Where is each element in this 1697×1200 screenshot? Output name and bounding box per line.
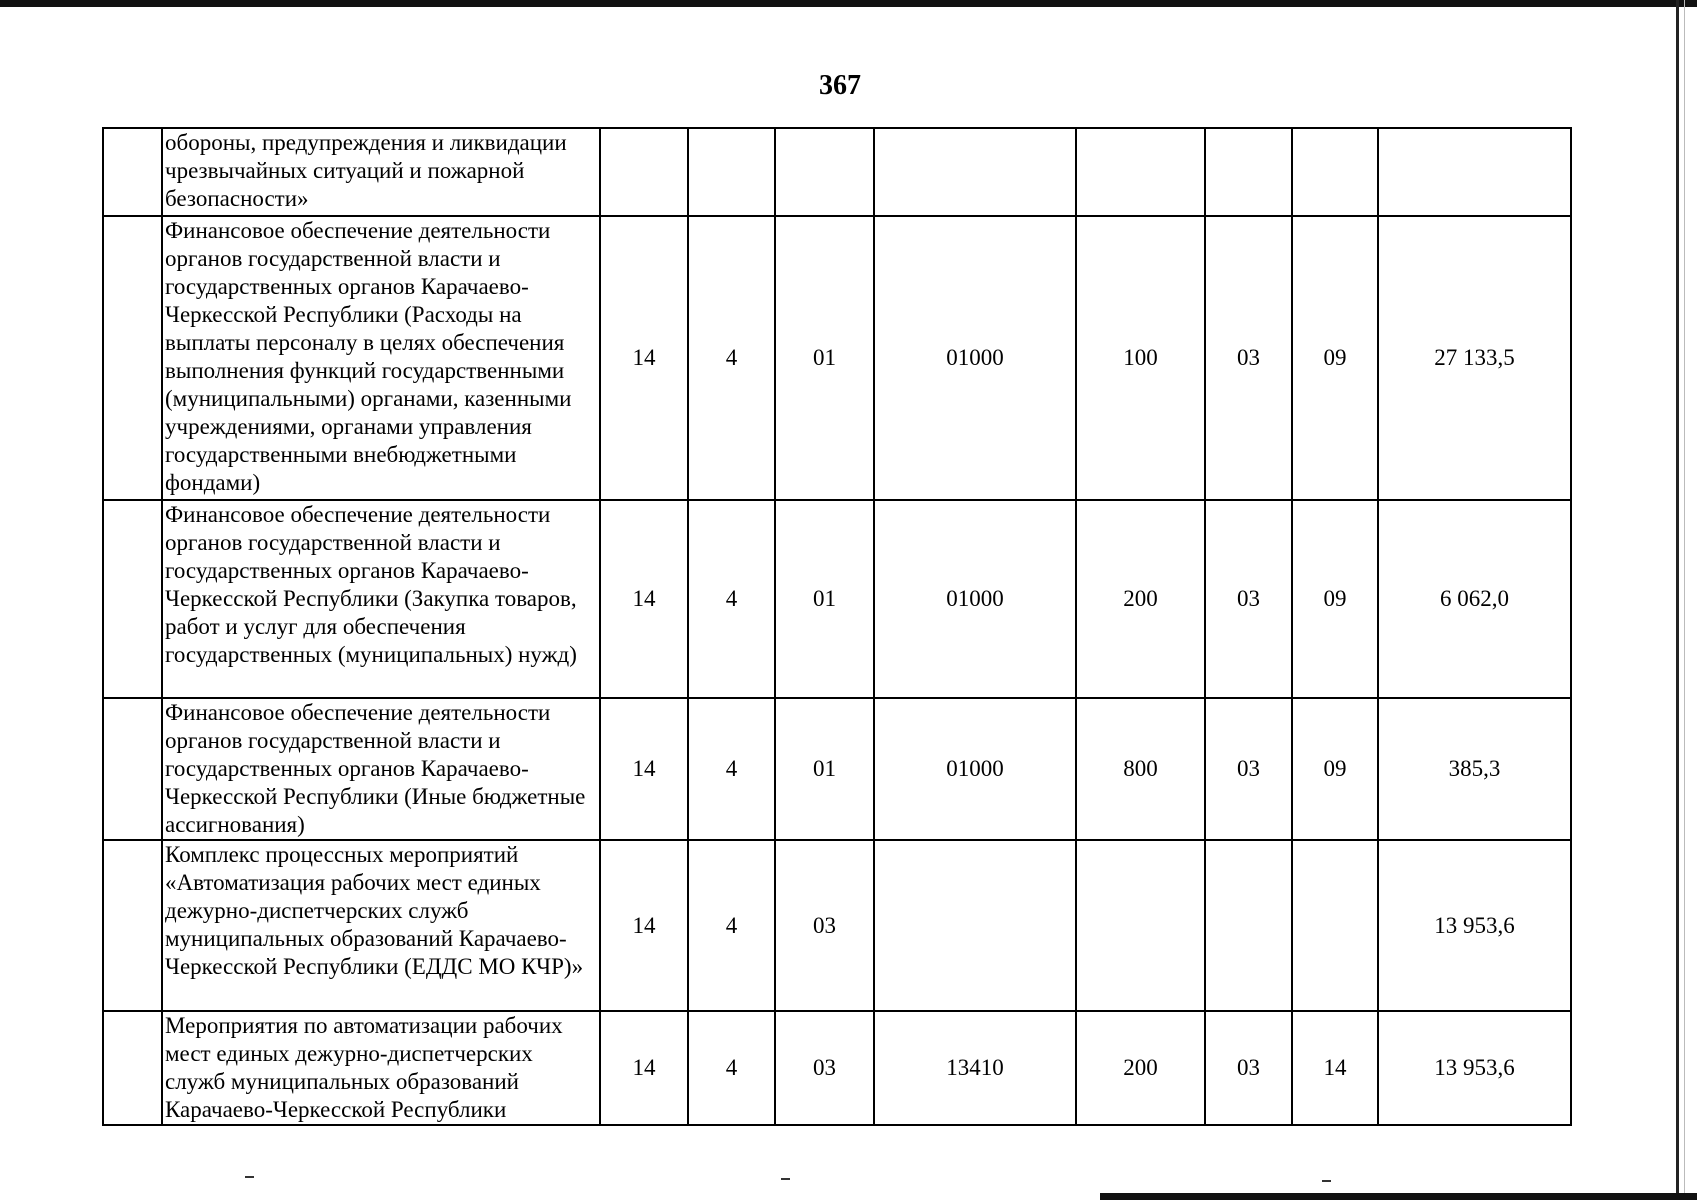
table-row (103, 840, 1571, 1011)
index-cell (103, 698, 162, 840)
code-cell-4: 01000 (874, 500, 1076, 698)
description-cell: Финансовое обеспечение деятельности органов государственной власти и государственных органов Карачаево-Черкесской Республики (Иные бюджетные ассигнования) (162, 698, 600, 840)
code-cell-4 (874, 128, 1076, 216)
scan-top-edge (0, 0, 1697, 7)
code-cell-1: 14 (600, 840, 688, 1011)
code-cell-1: 14 (600, 500, 688, 698)
code-cell-7: 14 (1292, 1011, 1378, 1125)
page-number: 367 (819, 70, 861, 101)
code-cell-1: 14 (600, 698, 688, 840)
table-row (103, 128, 1571, 216)
code-cell-1: 14 (600, 1011, 688, 1125)
code-cell-7 (1292, 128, 1378, 216)
code-cell-3: 03 (775, 840, 874, 1011)
table-row (103, 500, 1571, 698)
code-cell-1: 14 (600, 216, 688, 500)
code-cell-6: 03 (1205, 500, 1292, 698)
table-row (103, 216, 1571, 500)
scan-bottom-edge (1100, 1193, 1697, 1200)
budget-table (102, 127, 1572, 1126)
code-cell-2: 4 (688, 216, 775, 500)
amount-cell (1378, 128, 1571, 216)
code-cell-4: 01000 (874, 216, 1076, 500)
code-cell-5: 200 (1076, 1011, 1205, 1125)
index-cell (103, 1011, 162, 1125)
code-cell-3: 01 (775, 698, 874, 840)
code-cell-5: 200 (1076, 500, 1205, 698)
description-cell: Финансовое обеспечение деятельности органов государственной власти и государственных органов Карачаево-Черкесской Республики (Расходы на выплаты персоналу в целях обеспечения выполнения функций государственными (муниципальными) органами, казенными учреждениями, органами управления государственными внебюджетными фондами) (162, 216, 600, 500)
amount-cell: 385,3 (1378, 698, 1571, 840)
description-cell: Мероприятия по автоматизации рабочих мест единых дежурно-диспетчерских служб муниципальных образований Карачаево-Черкесской Республики (162, 1011, 600, 1125)
description-cell: Финансовое обеспечение деятельности органов государственной власти и государственных органов Карачаево-Черкесской Республики (Закупка товаров, работ и услуг для обеспечения государственных (муниципальных) нужд) (162, 500, 600, 698)
amount-cell: 6 062,0 (1378, 500, 1571, 698)
code-cell-2 (688, 128, 775, 216)
code-cell-2: 4 (688, 698, 775, 840)
code-cell-2: 4 (688, 1011, 775, 1125)
table-row (103, 1011, 1571, 1125)
code-cell-7: 09 (1292, 698, 1378, 840)
scan-right-edge-faint (1684, 0, 1685, 1200)
amount-cell: 13 953,6 (1378, 840, 1571, 1011)
code-cell-6: 03 (1205, 216, 1292, 500)
code-cell-7: 09 (1292, 216, 1378, 500)
code-cell-5 (1076, 128, 1205, 216)
amount-cell: 27 133,5 (1378, 216, 1571, 500)
code-cell-6: 03 (1205, 698, 1292, 840)
index-cell (103, 216, 162, 500)
code-cell-3: 01 (775, 500, 874, 698)
code-cell-1 (600, 128, 688, 216)
description-cell: обороны, предупреждения и ликвидации чрезвычайных ситуаций и пожарной безопасности» (162, 128, 600, 216)
scan-speck (1322, 1180, 1331, 1182)
code-cell-4: 01000 (874, 698, 1076, 840)
description-cell: Комплекс процессных мероприятий «Автоматизация рабочих мест единых дежурно-диспетчерских служб муниципальных образований Карачаево-Черкесской Республики (ЕДДС МО КЧР)» (162, 840, 600, 1011)
code-cell-6 (1205, 128, 1292, 216)
code-cell-7: 09 (1292, 500, 1378, 698)
scan-speck (781, 1178, 790, 1180)
table-row (103, 698, 1571, 840)
code-cell-7 (1292, 840, 1378, 1011)
code-cell-2: 4 (688, 500, 775, 698)
scan-speck (245, 1176, 254, 1178)
code-cell-4: 13410 (874, 1011, 1076, 1125)
code-cell-3: 01 (775, 216, 874, 500)
index-cell (103, 128, 162, 216)
code-cell-3: 03 (775, 1011, 874, 1125)
code-cell-3 (775, 128, 874, 216)
amount-cell: 13 953,6 (1378, 1011, 1571, 1125)
code-cell-5: 100 (1076, 216, 1205, 500)
code-cell-5: 800 (1076, 698, 1205, 840)
index-cell (103, 840, 162, 1011)
code-cell-4 (874, 840, 1076, 1011)
code-cell-5 (1076, 840, 1205, 1011)
code-cell-6 (1205, 840, 1292, 1011)
scan-right-edge (1676, 0, 1679, 1200)
index-cell (103, 500, 162, 698)
code-cell-6: 03 (1205, 1011, 1292, 1125)
code-cell-2: 4 (688, 840, 775, 1011)
